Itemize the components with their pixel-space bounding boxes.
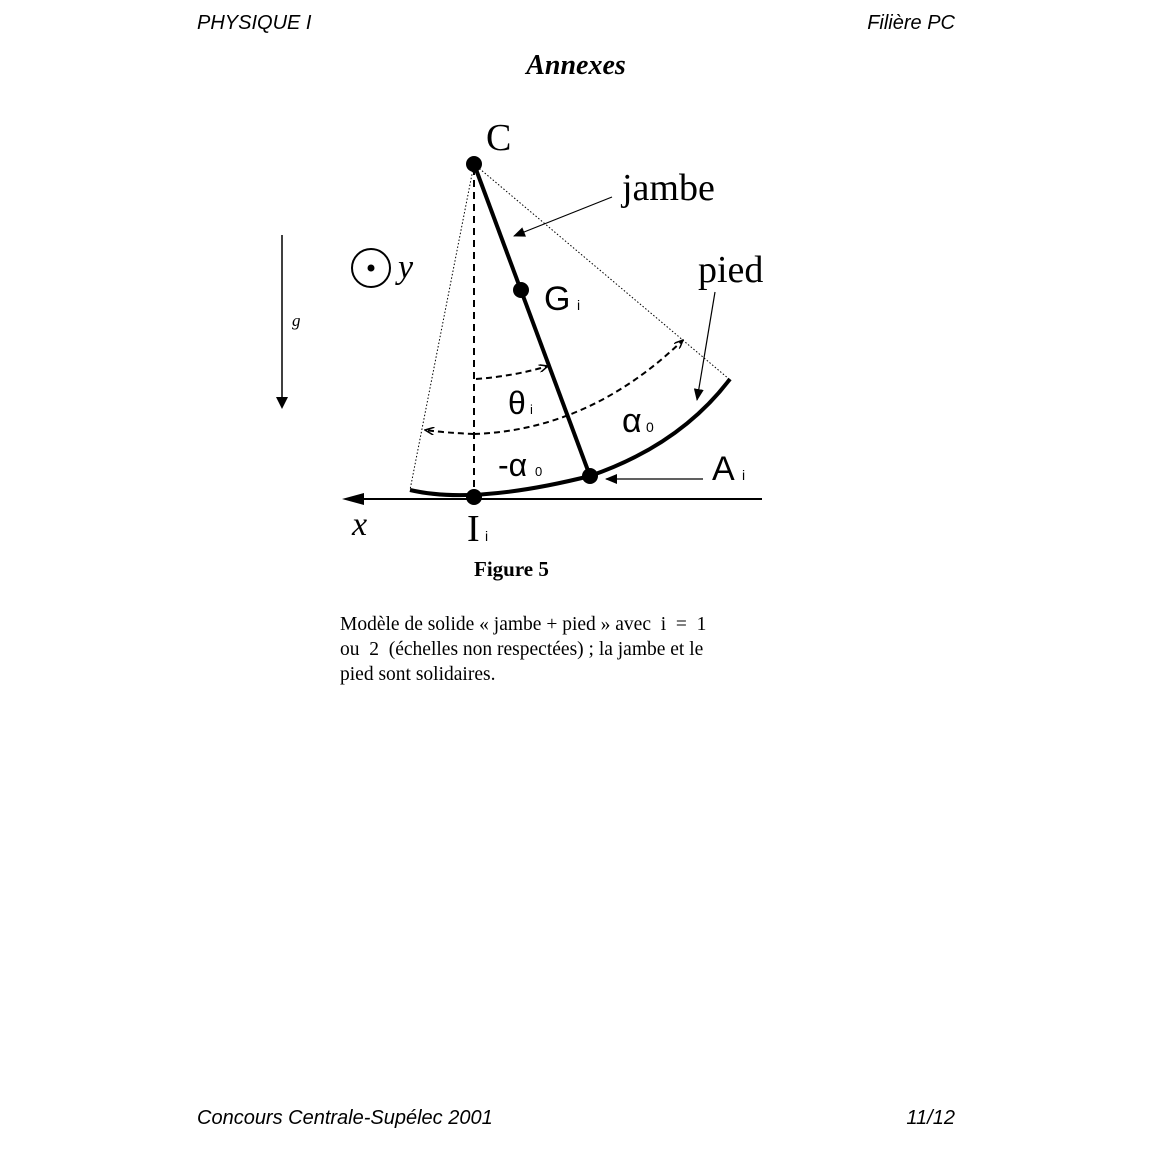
alpha-label: α xyxy=(622,402,642,440)
A-label: A xyxy=(712,450,735,488)
jambe-label: jambe xyxy=(622,167,715,209)
caption-line-3: pied sont solidaires. xyxy=(340,664,496,685)
point-I xyxy=(466,489,482,505)
header-left: PHYSIQUE I xyxy=(197,12,312,34)
G-subscript: i xyxy=(577,297,581,313)
G-label: G xyxy=(544,280,571,318)
sector-edge-left xyxy=(410,164,474,490)
alpha-arc-left xyxy=(425,430,474,434)
header-right: Filière PC xyxy=(867,12,955,34)
I-subscript: i xyxy=(485,528,489,544)
theta-subscript: i xyxy=(530,402,533,417)
A-subscript: i xyxy=(742,467,746,483)
footer-left: Concours Centrale-Supélec 2001 xyxy=(197,1107,493,1129)
I-label: I xyxy=(467,508,480,550)
minus-alpha-label: -α xyxy=(498,447,528,483)
page-title: Annexes xyxy=(526,50,626,81)
point-G xyxy=(513,282,529,298)
figure-caption-text xyxy=(340,612,780,687)
leg-segment xyxy=(474,164,590,476)
C-label: C xyxy=(486,117,512,159)
pied-pointer-arrow xyxy=(697,292,715,400)
theta-arc xyxy=(476,366,548,379)
minus-alpha-subscript: 0 xyxy=(535,464,543,479)
point-A xyxy=(582,468,598,484)
g-label: g xyxy=(292,311,301,330)
footer-right: 11/12 xyxy=(906,1107,955,1129)
figure-caption-label: Figure 5 xyxy=(474,557,549,581)
theta-label: θ xyxy=(508,385,526,421)
alpha-subscript: 0 xyxy=(646,419,654,435)
y-axis-dot xyxy=(368,265,375,272)
caption-line-2: ou 2 (échelles non respectées) ; la jambe et le xyxy=(340,639,704,660)
point-C xyxy=(466,156,482,172)
caption-line-1: Modèle de solide « jambe + pied » avec i = 1 xyxy=(340,614,707,635)
jambe-pointer-arrow xyxy=(514,197,612,236)
foot-arc xyxy=(410,379,730,495)
gravity-arrow-head xyxy=(276,397,288,409)
x-label: x xyxy=(352,506,368,543)
y-label: y xyxy=(398,249,414,286)
pied-label: pied xyxy=(698,249,764,291)
x-axis-arrow-head xyxy=(342,493,364,505)
